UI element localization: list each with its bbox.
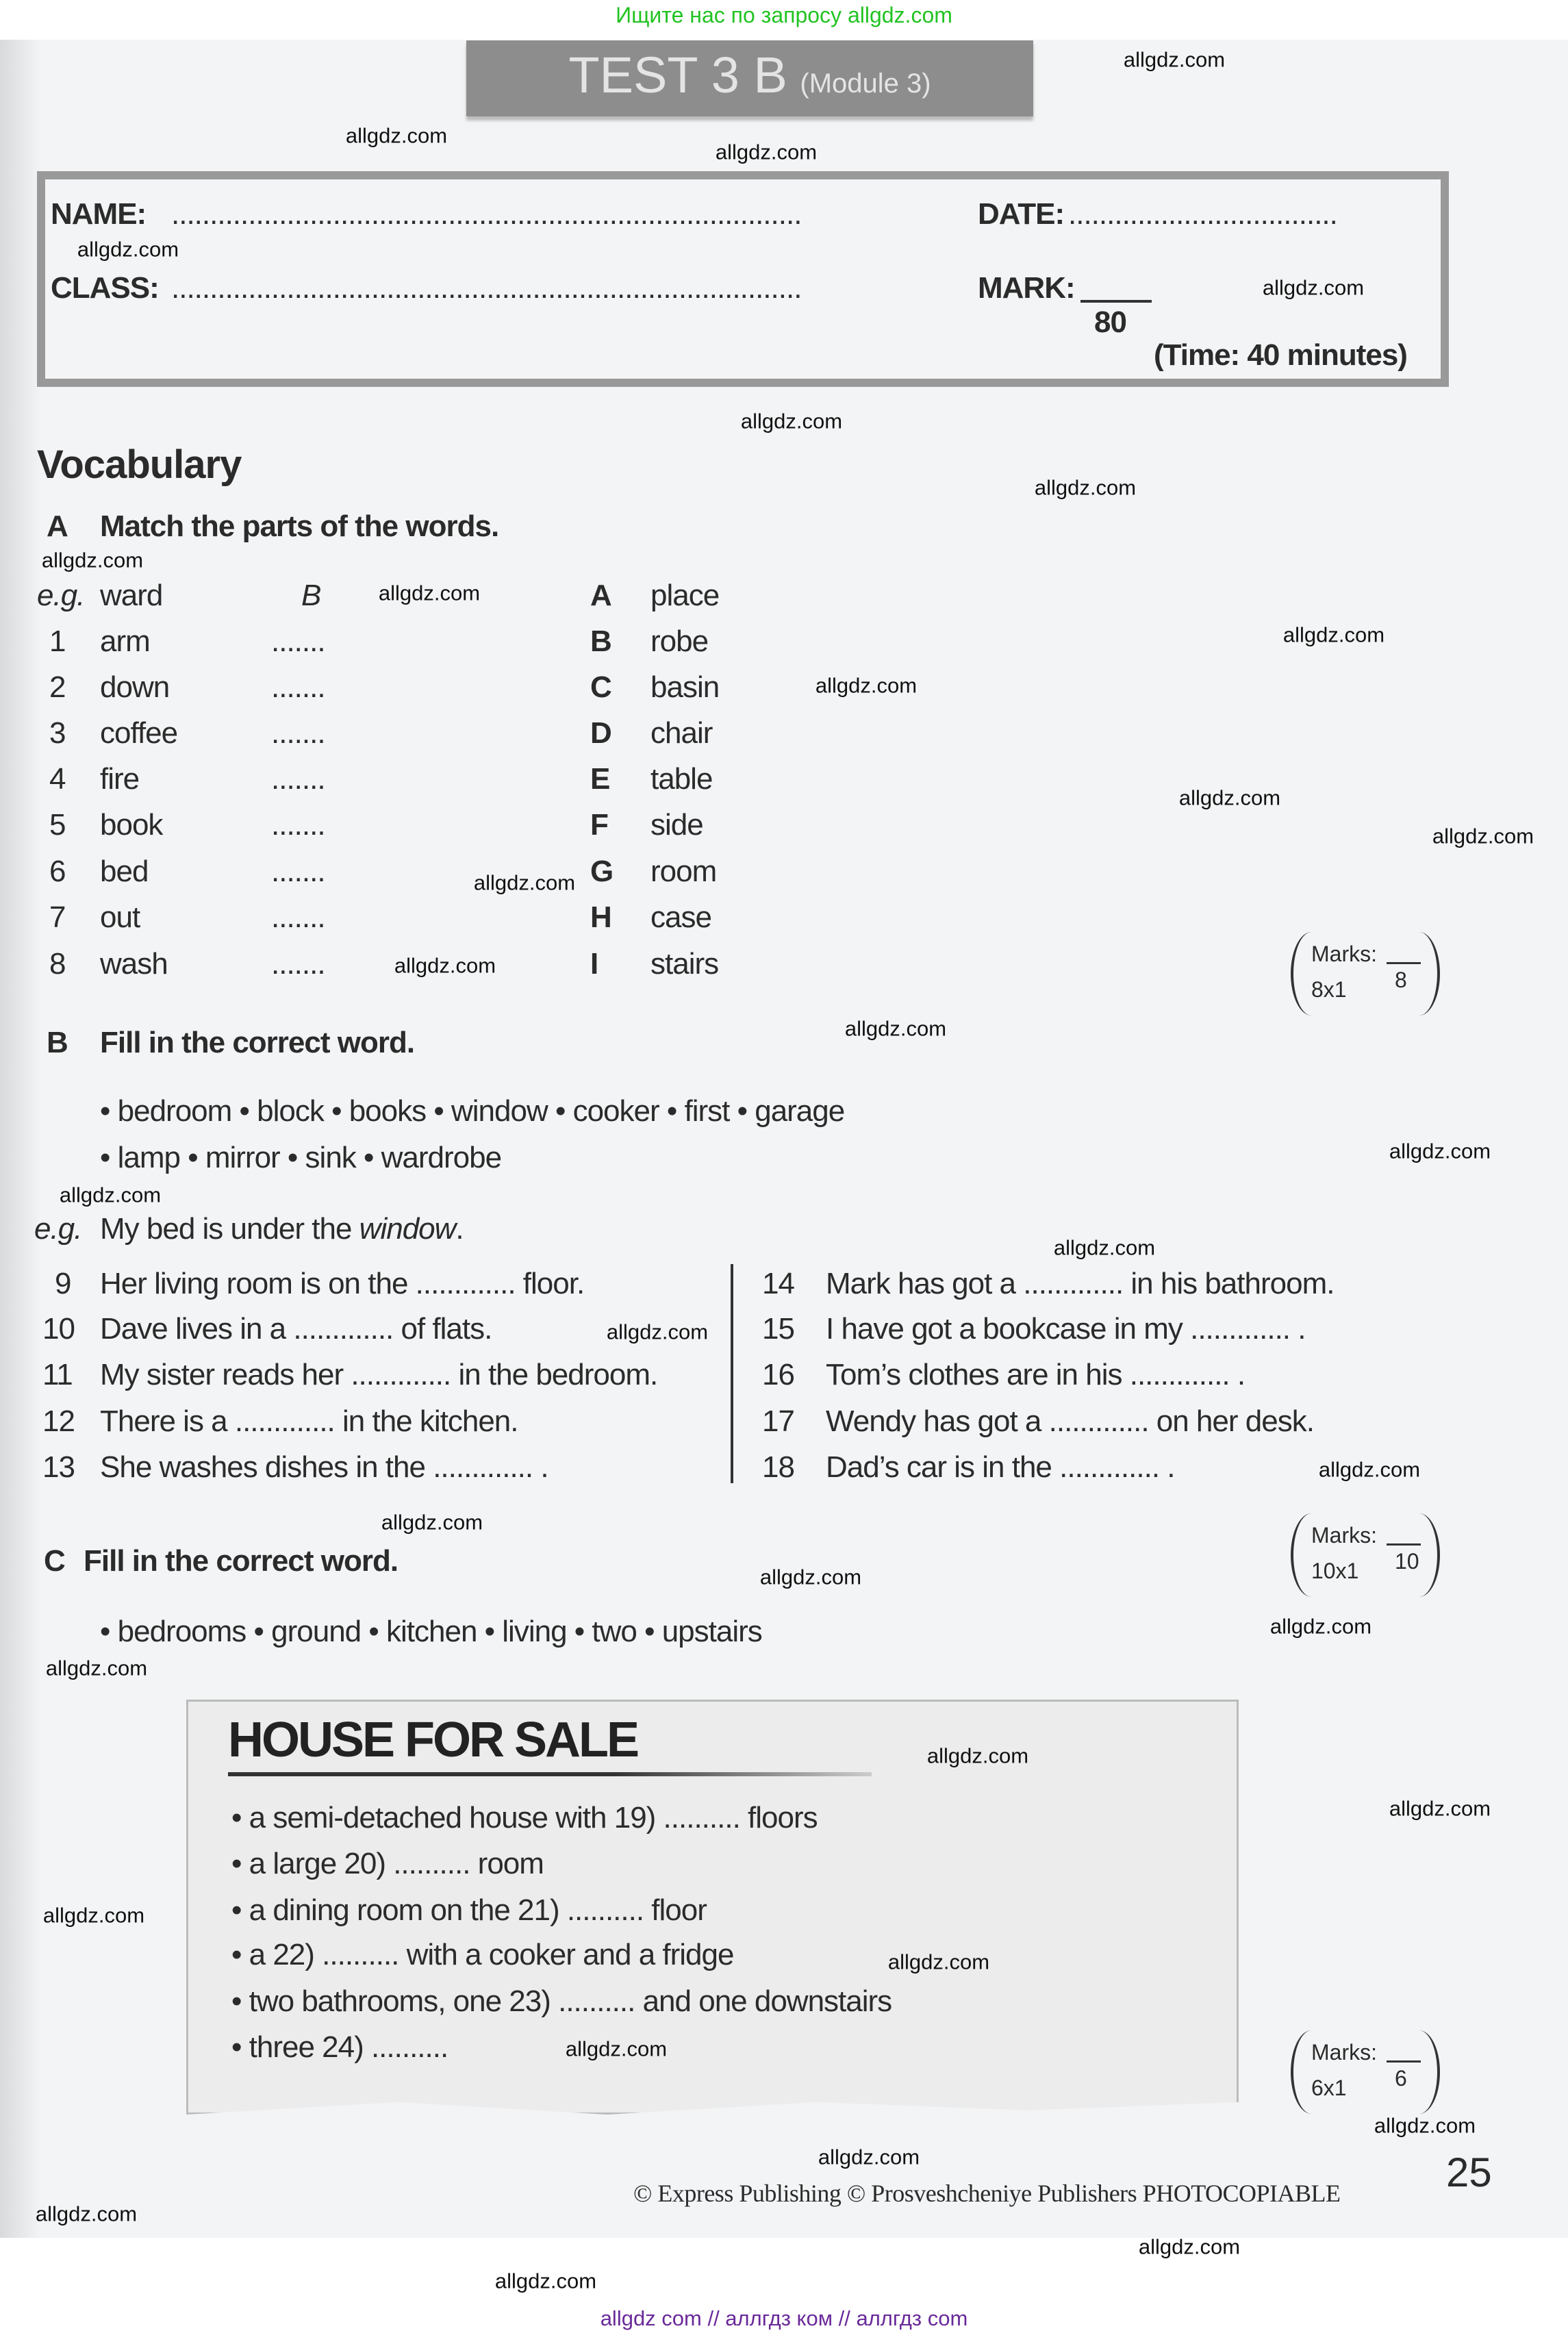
- option-letter: H: [590, 900, 611, 934]
- marks-label: Marks:: [1311, 942, 1377, 966]
- example-answer: window: [359, 1212, 456, 1246]
- example-word: ward: [100, 579, 163, 612]
- word-bank-b-line1: • bedroom • block • books • window • cooker • first • garage: [100, 1094, 845, 1128]
- marks-total: 6: [1395, 2066, 1407, 2091]
- item-number: 8: [49, 947, 66, 981]
- watermark[interactable]: allgdz.com: [394, 953, 496, 978]
- option-word: place: [650, 579, 720, 612]
- example-label: e.g.: [34, 1212, 82, 1246]
- sentence: Dave lives in a ............. of flats.: [100, 1312, 492, 1346]
- section-a-letter: A: [47, 509, 68, 543]
- name-label: NAME:: [51, 197, 147, 231]
- ad-item: • a 22) .......... with a cooker and a fridge: [231, 1938, 734, 1971]
- item-number: 1: [49, 625, 66, 658]
- sentence: Her living room is on the ............. floor.: [100, 1267, 585, 1300]
- answer-blank[interactable]: .......: [271, 670, 325, 704]
- watermark[interactable]: allgdz.com: [1269, 1614, 1372, 1639]
- test-title-box: [466, 40, 1033, 116]
- example-end: .: [455, 1212, 464, 1246]
- example-label: e.g.: [37, 579, 85, 612]
- date-label: DATE:: [978, 197, 1065, 231]
- answer-blank[interactable]: .......: [271, 808, 325, 842]
- ad-item: • two bathrooms, one 23) .......... and one downstairs: [231, 1984, 892, 2018]
- option-letter: A: [590, 579, 611, 612]
- watermark[interactable]: allgdz.com: [1282, 622, 1385, 647]
- word-bank-b-line2: • lamp • mirror • sink • wardrobe: [100, 1141, 502, 1174]
- item-word: wash: [100, 947, 168, 981]
- marks-calc: 8x1: [1311, 977, 1347, 1002]
- class-label: CLASS:: [51, 271, 159, 305]
- section-c-instruction: Fill in the correct word.: [84, 1544, 399, 1578]
- item-number: 7: [49, 900, 66, 934]
- watermark[interactable]: allgdz.com: [1389, 1139, 1491, 1163]
- word-bank-c: • bedrooms • ground • kitchen • living • two • upstairs: [100, 1615, 762, 1648]
- option-word: room: [650, 855, 717, 888]
- item-word: down: [100, 670, 170, 704]
- answer-blank[interactable]: .......: [271, 900, 325, 934]
- example-answer: B: [301, 579, 321, 612]
- watermark[interactable]: allgdz.com: [1178, 785, 1281, 810]
- item-word: book: [100, 808, 163, 842]
- footer-links[interactable]: allgdz com // аллгдз ком // аллгдз com: [600, 2306, 968, 2330]
- option-letter: I: [590, 947, 598, 981]
- sentence: I have got a bookcase in my ............. .: [826, 1312, 1306, 1346]
- section-a-instruction: Match the parts of the words.: [100, 509, 499, 543]
- option-word: stairs: [650, 947, 719, 981]
- vocabulary-heading: Vocabulary: [37, 442, 242, 487]
- watermark[interactable]: allgdz.com: [1318, 1457, 1421, 1482]
- marks-label: Marks:: [1311, 1523, 1377, 1548]
- ad-title: HOUSE FOR SALE: [228, 1713, 638, 1767]
- test-title: [466, 46, 1033, 104]
- option-letter: E: [590, 762, 610, 796]
- watermark[interactable]: allgdz.com: [42, 1903, 145, 1928]
- watermark[interactable]: allgdz.com: [35, 2202, 138, 2226]
- item-number: 5: [49, 808, 66, 842]
- watermark[interactable]: allgdz.com: [818, 2145, 920, 2169]
- marks-box-b: [1291, 1513, 1440, 1597]
- watermark[interactable]: allgdz.com: [45, 1656, 148, 1680]
- sentence: Mark has got a ............. in his bathroom.: [826, 1267, 1335, 1300]
- item-number: 6: [49, 855, 66, 888]
- answer-blank[interactable]: .......: [271, 625, 325, 658]
- watermark[interactable]: allgdz.com: [378, 581, 481, 605]
- watermark[interactable]: allgdz.com: [1262, 275, 1365, 300]
- option-word: basin: [650, 670, 720, 704]
- watermark[interactable]: allgdz.com: [1374, 2113, 1476, 2138]
- marks-box-c: [1291, 2030, 1440, 2114]
- option-word: chair: [650, 716, 713, 750]
- sentence: There is a ............. in the kitchen.: [100, 1404, 518, 1438]
- watermark[interactable]: allgdz.com: [1053, 1235, 1156, 1260]
- option-word: table: [650, 762, 713, 796]
- item-word: arm: [100, 625, 150, 658]
- sentence-number: 15: [762, 1312, 794, 1346]
- section-c-letter: C: [44, 1544, 65, 1578]
- option-word: side: [650, 808, 703, 842]
- watermark[interactable]: allgdz.com: [1432, 824, 1534, 848]
- ad-item: • a semi-detached house with 19) .......... floors: [231, 1801, 818, 1834]
- marks-box-a: [1291, 932, 1440, 1016]
- sentence-number: 18: [762, 1450, 794, 1484]
- item-word: coffee: [100, 716, 178, 750]
- sentence-number: 11: [42, 1358, 73, 1391]
- item-number: 4: [49, 762, 66, 796]
- watermark[interactable]: allgdz.com: [759, 1565, 862, 1589]
- sentence-number: 12: [42, 1404, 75, 1438]
- sentence-number: 9: [55, 1267, 71, 1300]
- mark-field[interactable]: [1080, 300, 1152, 303]
- answer-blank[interactable]: .......: [271, 716, 325, 750]
- item-word: out: [100, 900, 140, 934]
- example-sentence: [100, 1212, 464, 1247]
- sentence-number: 17: [762, 1404, 794, 1438]
- example-text: My bed is under the: [100, 1212, 359, 1246]
- item-word: bed: [100, 855, 149, 888]
- time-limit: (Time: 40 minutes): [1154, 338, 1407, 372]
- watermark[interactable]: allgdz.com: [59, 1183, 162, 1207]
- marks-total: 8: [1395, 968, 1407, 992]
- watermark[interactable]: allgdz.com: [565, 2036, 668, 2061]
- watermark[interactable]: allgdz.com: [606, 1320, 709, 1344]
- watermark[interactable]: allgdz.com: [1389, 1796, 1491, 1821]
- option-letter: D: [590, 716, 611, 750]
- marks-calc: 6x1: [1311, 2076, 1347, 2100]
- option-letter: F: [590, 808, 608, 842]
- watermark[interactable]: allgdz.com: [887, 1950, 990, 1974]
- watermark[interactable]: allgdz.com: [1034, 475, 1137, 500]
- watermark[interactable]: allgdz.com: [1138, 2234, 1241, 2259]
- class-field[interactable]: ..................................................................................: [171, 271, 802, 305]
- section-b-letter: B: [47, 1026, 68, 1059]
- sentence: Tom’s clothes are in his ............. .: [826, 1358, 1245, 1391]
- watermark[interactable]: allgdz.com: [844, 1016, 947, 1041]
- item-word: fire: [100, 762, 140, 796]
- watermark[interactable]: allgdz.com: [815, 673, 918, 698]
- sentence-number: 10: [42, 1312, 75, 1346]
- section-b-instruction: Fill in the correct word.: [100, 1026, 415, 1059]
- watermark[interactable]: allgdz.com: [77, 237, 179, 262]
- watermark[interactable]: allgdz.com: [473, 870, 576, 895]
- sentence: Wendy has got a ............. on her desk.: [826, 1404, 1314, 1438]
- option-letter: G: [590, 855, 614, 888]
- ad-item: • a dining room on the 21) .......... floor: [231, 1893, 707, 1927]
- name-field[interactable]: ..................................................................................: [171, 197, 802, 231]
- watermark[interactable]: allgdz.com: [345, 123, 448, 148]
- item-number: 3: [49, 716, 66, 750]
- sentence: Dad’s car is in the ............. .: [826, 1450, 1175, 1484]
- title-module: (Module 3): [800, 68, 931, 99]
- answer-blank[interactable]: .......: [271, 947, 325, 981]
- date-field[interactable]: ...................................: [1068, 197, 1337, 231]
- ad-title-underline: [228, 1772, 872, 1776]
- watermark[interactable]: allgdz.com: [494, 2269, 597, 2293]
- sentence-number: 16: [762, 1358, 794, 1391]
- ad-item: • a large 20) .......... room: [231, 1847, 544, 1880]
- column-divider: [731, 1264, 733, 1483]
- title-main: TEST 3 B: [568, 47, 787, 103]
- page-shadow: [0, 40, 41, 2238]
- item-number: 2: [49, 670, 66, 704]
- copyright: © Express Publishing © Prosveshcheniye Publishers PHOTOCOPIABLE: [633, 2180, 1341, 2207]
- watermark[interactable]: allgdz.com: [926, 1743, 1029, 1768]
- option-letter: C: [590, 670, 611, 704]
- watermark[interactable]: allgdz.com: [381, 1510, 483, 1535]
- marks-label: Marks:: [1311, 2040, 1377, 2065]
- page-number: 25: [1446, 2149, 1492, 2195]
- watermark[interactable]: allgdz.com: [1123, 47, 1226, 72]
- mark-total: 80: [1094, 305, 1126, 339]
- option-word: robe: [650, 625, 709, 658]
- answer-blank[interactable]: .......: [271, 855, 325, 888]
- sentence-number: 13: [42, 1450, 75, 1484]
- watermark[interactable]: allgdz.com: [715, 140, 818, 164]
- option-letter: B: [590, 625, 611, 658]
- marks-calc: 10x1: [1311, 1559, 1359, 1583]
- ad-item: • three 24) ..........: [231, 2030, 448, 2064]
- marks-total: 10: [1395, 1549, 1419, 1574]
- option-word: case: [650, 900, 711, 934]
- watermark[interactable]: allgdz.com: [41, 548, 144, 572]
- answer-blank[interactable]: .......: [271, 762, 325, 796]
- site-banner[interactable]: Ищите нас по запросу allgdz.com: [616, 3, 952, 27]
- watermark[interactable]: allgdz.com: [740, 409, 843, 433]
- mark-label: MARK:: [978, 271, 1075, 305]
- sentence: She washes dishes in the ............. .: [100, 1450, 548, 1484]
- sentence: My sister reads her ............. in the bedroom.: [100, 1358, 658, 1391]
- sentence-number: 14: [762, 1267, 794, 1300]
